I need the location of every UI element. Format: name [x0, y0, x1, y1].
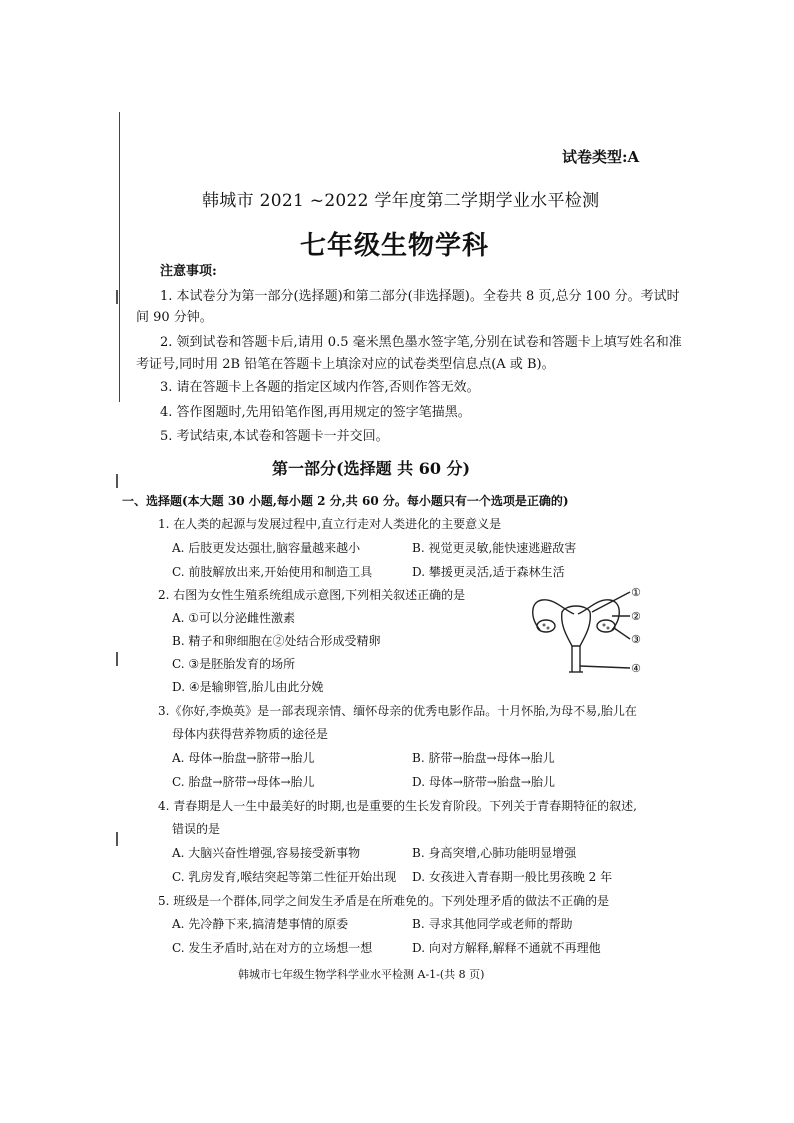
- question-3-option-d: D. 母体→脐带→胎盘→胎儿: [412, 775, 555, 789]
- question-1-option-d: D. 攀援更灵活,适于森林生活: [412, 565, 565, 579]
- question-1-option-c: C. 前肢解放出来,开始使用和制造工具: [172, 565, 373, 579]
- question-4-option-a: A. 大脑兴奋性增强,容易接受新事物: [172, 846, 361, 860]
- diagram-label-1: ①: [631, 586, 641, 599]
- binding-margin-line: [119, 112, 120, 402]
- question-5-option-b: B. 寻求其他同学或老师的帮助: [412, 917, 573, 931]
- paper-type-label: 试卷类型:A: [562, 148, 640, 166]
- binding-margin-mark: [116, 290, 124, 304]
- notice-line: 3. 请在答题卡上各题的指定区域内作答,否则作答无效。: [160, 380, 480, 395]
- diagram-label-2: ②: [631, 610, 641, 623]
- subject-title: 七年级生物学科: [300, 231, 490, 261]
- section-title: 一、选择题(本大题 30 小题,每小题 2 分,共 60 分。每小题只有一个选项是正确的): [122, 494, 569, 508]
- question-4-option-b: B. 身高突增,心肺功能明显增强: [412, 846, 577, 860]
- question-2-option-c: C. ③是胚胎发育的场所: [172, 657, 296, 671]
- diagram-label-4: ④: [631, 662, 641, 675]
- binding-margin-mark: [116, 474, 124, 488]
- question-3-stem-line-1: 3.《你好,李焕英》是一部表现亲情、缅怀母亲的优秀电影作品。十月怀胎,为母不易,胎儿在: [158, 704, 637, 718]
- female-reproductive-system-diagram: [522, 582, 652, 682]
- question-5-option-d: D. 向对方解释,解释不通就不再理他: [412, 941, 601, 955]
- question-4-stem-line-2: 错误的是: [172, 822, 221, 836]
- exam-header-title: 韩城市 2021 ~2022 学年度第二学期学业水平检测: [202, 191, 600, 211]
- notice-line: 2. 领到试卷和答题卡后,请用 0.5 毫米黑色墨水签字笔,分别在试卷和答题卡上填写姓名和准: [160, 335, 682, 350]
- notice-line: 考证号,同时用 2B 铅笔在答题卡上填涂对应的试卷类型信息点(A 或 B)。: [136, 357, 555, 372]
- binding-margin-mark: [116, 832, 124, 846]
- part-one-title: 第一部分(选择题 共 60 分): [272, 459, 471, 478]
- question-5-option-a: A. 先冷静下来,搞清楚事情的原委: [172, 917, 349, 931]
- question-3-option-b: B. 脐带→胎盘→母体→胎儿: [412, 751, 555, 765]
- question-5-option-c: C. 发生矛盾时,站在对方的立场想一想: [172, 941, 373, 955]
- question-3-stem-line-2: 母体内获得营养物质的途径是: [172, 727, 329, 741]
- question-1-option-a: A. 后肢更发达强壮,脑容量越来越小: [172, 541, 361, 555]
- diagram-label-3: ③: [631, 633, 641, 646]
- notice-line: 5. 考试结束,本试卷和答题卡一并交回。: [160, 429, 389, 444]
- notice-line: 4. 答作图题时,先用铅笔作图,再用规定的签字笔描黑。: [160, 405, 471, 420]
- binding-margin-mark: [116, 652, 124, 666]
- question-5-stem: 5. 班级是一个群体,同学之间发生矛盾是在所难免的。下列处理矛盾的做法不正确的是: [158, 894, 610, 908]
- question-1-option-b: B. 视觉更灵敏,能快速逃避敌害: [412, 541, 577, 555]
- question-2-stem: 2. 右图为女性生殖系统组成示意图,下列相关叙述正确的是: [158, 588, 466, 602]
- question-4-stem-line-1: 4. 青春期是人一生中最美好的时期,也是重要的生长发育阶段。下列关于青春期特征的叙述,: [158, 799, 637, 813]
- question-1-stem: 1. 在人类的起源与发展过程中,直立行走对人类进化的主要意义是: [158, 517, 502, 531]
- question-4-option-d: D. 女孩进入青春期一般比男孩晚 2 年: [412, 870, 613, 884]
- page-footer: 韩城市七年级生物学科学业水平检测 A-1-(共 8 页): [238, 968, 485, 981]
- notice-heading: 注意事项:: [160, 264, 217, 279]
- question-3-option-c: C. 胎盘→脐带→母体→胎儿: [172, 775, 315, 789]
- notice-line: 1. 本试卷分为第一部分(选择题)和第二部分(非选择题)。全卷共 8 页,总分 100 分。考试时: [160, 289, 680, 304]
- question-2-option-b: B. 精子和卵细胞在②处结合形成受精卵: [172, 634, 381, 648]
- question-2-option-a: A. ①可以分泌雌性激素: [172, 611, 296, 625]
- notice-line: 间 90 分钟。: [136, 310, 213, 325]
- question-2-option-d: D. ④是输卵管,胎儿由此分娩: [172, 680, 324, 694]
- question-4-option-c: C. 乳房发育,喉结突起等第二性征开始出现: [172, 870, 397, 884]
- question-3-option-a: A. 母体→胎盘→脐带→胎儿: [172, 751, 315, 765]
